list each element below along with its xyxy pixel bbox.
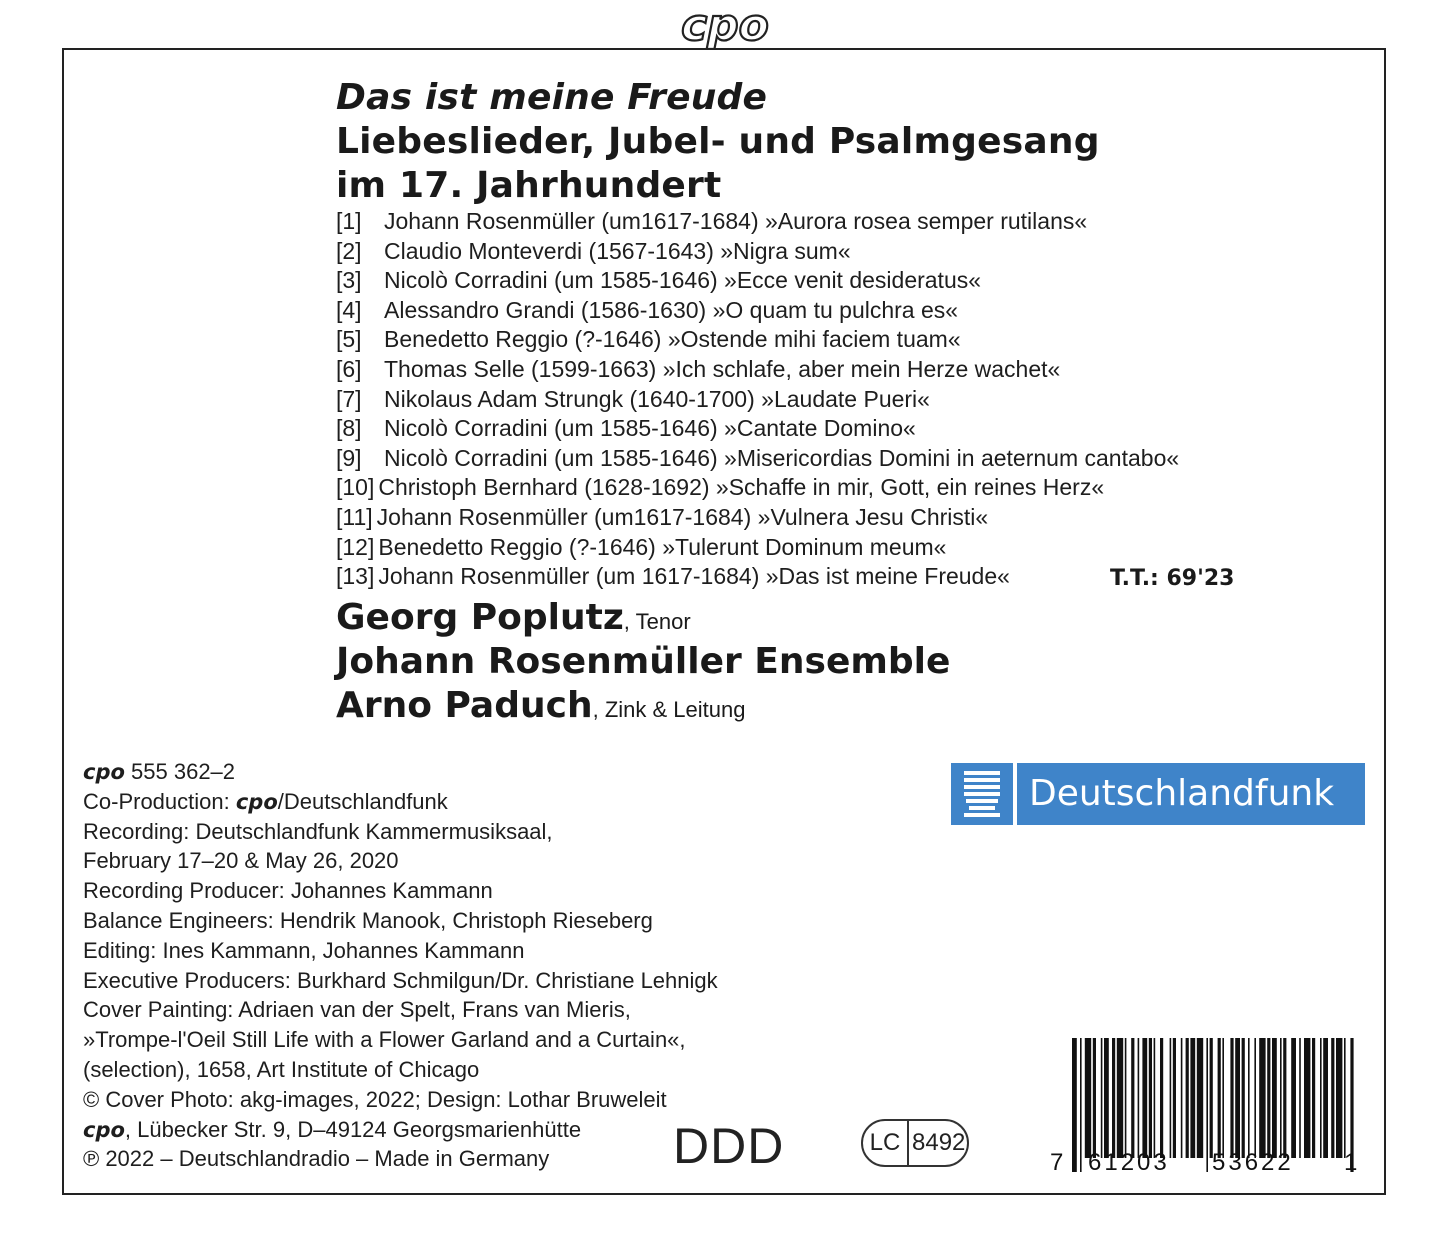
barcode-bar bbox=[1291, 1038, 1296, 1158]
title-subtitle-2: im 17. Jahrhundert bbox=[336, 165, 722, 206]
credit-lines bbox=[83, 817, 718, 1115]
ddd-mark: DDD bbox=[673, 1118, 785, 1174]
barcode-bar bbox=[1093, 1038, 1096, 1158]
track-title: Alessandro Grandi (1586-1630) »O quam tu pulchra es« bbox=[384, 296, 959, 323]
cpo-logo bbox=[664, 2, 786, 48]
track-title: Claudio Monteverdi (1567-1643) »Nigra sum« bbox=[384, 237, 851, 264]
track-title: Christoph Bernhard (1628-1692) »Schaffe in mir, Gott, ein reines Herz« bbox=[378, 474, 1105, 501]
svg-text:cpo: cpo bbox=[681, 2, 769, 48]
track-item bbox=[336, 207, 1236, 237]
cpo-brand: cpo bbox=[235, 789, 278, 814]
barcode-bar bbox=[1218, 1038, 1221, 1158]
barcode-bar bbox=[1112, 1038, 1115, 1158]
barcode-bar bbox=[1160, 1038, 1163, 1158]
barcode-bar bbox=[1248, 1038, 1250, 1158]
barcode-bar bbox=[1299, 1038, 1301, 1158]
performer bbox=[336, 684, 950, 728]
track-number: [3] bbox=[336, 267, 362, 294]
barcode-bar bbox=[1259, 1038, 1265, 1158]
track-item bbox=[336, 414, 1236, 444]
address: , Lübecker Str. 9, D–49124 Georgsmarienhütte bbox=[124, 1116, 582, 1142]
track-number: [11] bbox=[336, 503, 373, 530]
credit-line: © Cover Photo: akg-images, 2022; Design: Lothar Bruweleit bbox=[83, 1086, 667, 1112]
track-number: [13] bbox=[336, 563, 375, 590]
track-item bbox=[336, 296, 1236, 326]
catalog-number-line bbox=[83, 757, 718, 787]
label-code-prefix: LC bbox=[863, 1121, 909, 1165]
track-item bbox=[336, 562, 1236, 592]
total-time: T.T.: 69'23 bbox=[1110, 566, 1235, 591]
track-item bbox=[336, 503, 1236, 533]
broadcast-lines-icon bbox=[951, 763, 1013, 825]
barcode-bar bbox=[1101, 1038, 1103, 1158]
performer-name: Johann Rosenmüller Ensemble bbox=[336, 641, 951, 682]
track-number: [12] bbox=[336, 533, 375, 560]
credit-line: Executive Producers: Burkhard Schmilgun/Dr. Christiane Lehnigk bbox=[83, 967, 718, 993]
cpo-brand: cpo bbox=[83, 760, 125, 784]
barcode-bar bbox=[1170, 1038, 1172, 1158]
cpo-brand: cpo bbox=[83, 1117, 125, 1142]
barcode-digit-last: 1 bbox=[1344, 1149, 1358, 1176]
track-item bbox=[336, 385, 1236, 415]
barcode-bar bbox=[1230, 1038, 1233, 1158]
performer-role: , Tenor bbox=[623, 609, 691, 634]
barcode-bar bbox=[1173, 1038, 1176, 1158]
barcode-bar bbox=[1117, 1038, 1123, 1158]
credit-line: February 17–20 & May 26, 2020 bbox=[83, 848, 399, 874]
track-item bbox=[336, 325, 1236, 355]
track-number: [10] bbox=[336, 474, 375, 501]
barcode-bar bbox=[1344, 1038, 1346, 1158]
performer-name: Arno Paduch bbox=[336, 685, 593, 726]
address-line bbox=[83, 1115, 718, 1145]
credit-line: »Trompe-l'Oeil Still Life with a Flower Garland and a Curtain«, bbox=[83, 1027, 686, 1053]
barcode-bar bbox=[1272, 1038, 1277, 1158]
credit-line: (selection), 1658, Art Institute of Chicago bbox=[83, 1056, 480, 1082]
barcode-bar bbox=[1254, 1038, 1256, 1158]
barcode-bar bbox=[1331, 1038, 1334, 1158]
credit-line: Recording Producer: Johannes Kammann bbox=[83, 878, 493, 904]
credit-line: Cover Painting: Adriaen van der Spelt, Frans van Mieris, bbox=[83, 997, 631, 1023]
barcode-bar bbox=[1072, 1038, 1077, 1172]
track-title: Benedetto Reggio (?-1646) »Ostende mihi faciem tuam« bbox=[384, 326, 961, 353]
coproduction-suffix: /Deutschlandfunk bbox=[277, 788, 448, 814]
track-title: Nicolò Corradini (um 1585-1646) »Cantate Domino« bbox=[384, 415, 916, 442]
barcode-bar bbox=[1304, 1038, 1310, 1158]
track-number: [2] bbox=[336, 237, 362, 264]
credit-line: Recording: Deutschlandfunk Kammermusiksaal, bbox=[83, 818, 553, 844]
track-title: Nikolaus Adam Strungk (1640-1700) »Laudate Pueri« bbox=[384, 385, 930, 412]
barcode-bar bbox=[1149, 1038, 1152, 1158]
track-number: [7] bbox=[336, 385, 362, 412]
barcode-bar bbox=[1235, 1038, 1240, 1158]
barcode-bar bbox=[1320, 1038, 1322, 1158]
track-item bbox=[336, 237, 1236, 267]
barcode-bar bbox=[1125, 1038, 1127, 1158]
credit-line: Balance Engineers: Hendrik Manook, Christoph Rieseberg bbox=[83, 907, 653, 933]
credits bbox=[83, 757, 718, 1174]
track-title: Nicolò Corradini (um 1585-1646) »Ecce venit desideratus« bbox=[384, 267, 982, 294]
barcode-bar bbox=[1142, 1038, 1147, 1158]
track-number: [6] bbox=[336, 355, 362, 382]
track-title: Johann Rosenmüller (um1617-1684) »Vulnera Jesu Christi« bbox=[376, 503, 989, 530]
performer-name: Georg Poplutz bbox=[336, 597, 624, 638]
barcode-bar bbox=[1267, 1038, 1270, 1158]
barcode-bar bbox=[1085, 1038, 1091, 1158]
barcode-digits-group1: 61203 bbox=[1088, 1149, 1170, 1176]
credit-line: Editing: Ines Kammann, Johannes Kammann bbox=[83, 937, 525, 963]
barcode-bar bbox=[1242, 1038, 1245, 1158]
album-title bbox=[336, 76, 1100, 208]
barcode-bar bbox=[1280, 1038, 1282, 1158]
track-item bbox=[336, 444, 1236, 474]
track-number: [8] bbox=[336, 415, 362, 442]
barcode-bar bbox=[1210, 1038, 1213, 1158]
track-number: [1] bbox=[336, 208, 362, 234]
track-item bbox=[336, 355, 1236, 385]
track-title: Johann Rosenmüller (um1617-1684) »Aurora rosea semper rutilans« bbox=[384, 208, 1088, 234]
coproduction-line bbox=[83, 787, 718, 817]
track-title: Thomas Selle (1599-1663) »Ich schlafe, aber mein Herze wachet« bbox=[384, 355, 1061, 382]
title-subtitle: Liebeslieder, Jubel- und Psalmgesang bbox=[336, 121, 1100, 162]
performer-role: , Zink & Leitung bbox=[592, 697, 746, 722]
barcode-bar bbox=[1186, 1038, 1189, 1158]
coproduction-prefix: Co-Production: bbox=[83, 788, 236, 814]
title-main: Das ist meine Freude bbox=[336, 77, 768, 118]
barcode-bar bbox=[1138, 1038, 1140, 1158]
track-title: Nicolò Corradini (um 1585-1646) »Misericordias Domini in aeternum cantabo« bbox=[384, 444, 1180, 471]
barcode-digit-first: 7 bbox=[1050, 1149, 1064, 1176]
barcode-bar bbox=[1206, 1038, 1208, 1172]
catalog-number: 555 362–2 bbox=[124, 759, 236, 784]
label-code-badge bbox=[861, 1119, 969, 1167]
barcode-bar bbox=[1190, 1038, 1195, 1158]
track-number: [5] bbox=[336, 326, 362, 353]
barcode-bar bbox=[1131, 1038, 1134, 1158]
track-item bbox=[336, 473, 1236, 503]
copyright-line: ℗ 2022 – Deutschlandradio – Made in Germany bbox=[83, 1146, 550, 1172]
track-item bbox=[336, 533, 1236, 563]
deutschlandfunk-logo bbox=[951, 763, 1365, 825]
track-title: Johann Rosenmüller (um 1617-1684) »Das ist meine Freude« bbox=[378, 563, 1010, 590]
barcode-bar bbox=[1323, 1038, 1328, 1158]
track-item bbox=[336, 266, 1236, 296]
deutschlandfunk-wordmark: Deutschlandfunk bbox=[1017, 763, 1365, 825]
barcode-bar bbox=[1312, 1038, 1315, 1158]
barcode-bar bbox=[1181, 1038, 1183, 1158]
barcode-bar bbox=[1154, 1038, 1156, 1158]
track-number: [4] bbox=[336, 296, 362, 323]
performer bbox=[336, 596, 950, 640]
barcode-bar bbox=[1283, 1038, 1286, 1158]
barcode-bar bbox=[1104, 1038, 1109, 1158]
barcode-bar bbox=[1197, 1038, 1203, 1158]
barcode-bar bbox=[1222, 1038, 1224, 1158]
barcode-bar bbox=[1336, 1038, 1342, 1158]
barcode-bar bbox=[1080, 1038, 1082, 1172]
track-title: Benedetto Reggio (?-1646) »Tulerunt Dominum meum« bbox=[378, 533, 947, 560]
track-number: [9] bbox=[336, 444, 362, 471]
label-code-number: 8492 bbox=[912, 1129, 966, 1156]
performer bbox=[336, 640, 950, 684]
barcode-digits-group2: 53622 bbox=[1212, 1149, 1294, 1176]
performer-list bbox=[336, 596, 950, 728]
track-list bbox=[336, 207, 1236, 592]
